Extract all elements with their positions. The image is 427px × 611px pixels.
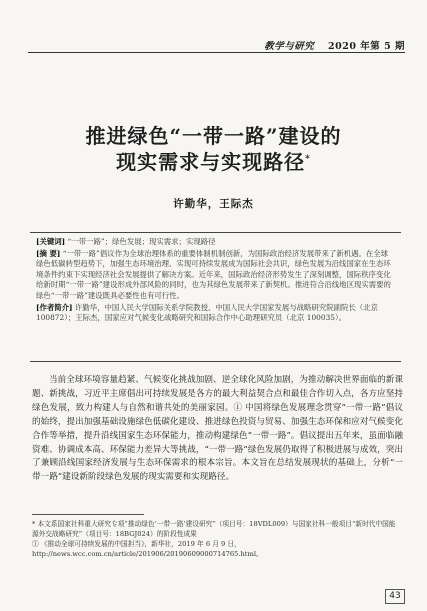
author-bio-text: 许勤华，中国人民大学国际关系学院教授、中国人民大学国家发展与战略研究院副院长（北京 100872）；王际杰，国家应对气候变化战略研究和国际合作中心助理研究员（北京 100035）。 xyxy=(36,302,378,323)
journal-name: 教学与研究 xyxy=(264,41,315,52)
keywords-row xyxy=(36,237,395,248)
footnote-funding: * 本文系国家社科重大研究专项“推动绿色‘一带一路’建设研究”（项目号：18VDL009）与国家社科一般项目“新时代中国能源外交战略研究”（项目号：18BGJ024）的阶段性成果 xyxy=(32,520,396,538)
article-title-line-2 xyxy=(0,146,427,175)
issue-label: 2020 年第 5 期 xyxy=(328,41,405,52)
keywords-label: [关键词] xyxy=(36,237,66,246)
article-title-text: 现实需求与实现路径 xyxy=(116,150,306,174)
keywords-text: “一带一路”；绿色发展；现实需求；实现路径 xyxy=(67,237,216,246)
header-rule xyxy=(28,52,405,53)
page-number: 43 xyxy=(385,589,405,604)
abstract-block xyxy=(30,232,401,362)
body-paragraph: 当前全球环境容量趋紧、气候变化挑战加剧、逆全球化风险加剧，为推动解决世界面临的新课题、新挑战，习近平主席倡出可持续发展是各方的最大利益契合点和最佳合作切入点，各方应坚持绿色发展，致力构建人与自然和谐共处的美丽家园。① 中国将绿色发展理念贯穿“一带一路”倡议的始终，提出加强基础设施绿色低碳化建设、推进绿色投资与贸易、加强生态环保和应对气候变化合作等举措，提升沿线国家生态环保能力，推动构建绿色“一带一路”。倡议提出五年来，虽面临融资难、协调成本高、环保能力差异大等挑战，“一带一路”绿色发展仍取得了积极进展与成效，突出了兼顾沿线国家经济发展与生态环保需求的根本宗旨。本文旨在总结发展现状的基础上，分析“一带一路”建设新阶段绿色发展的现实需要和实现路径。 xyxy=(32,375,403,483)
author-bio-row xyxy=(36,303,395,324)
abstract-text: “一带一路”倡议作为全球治理体系的重要体制机制创新，为国际政治经济发展带来了新机遇。在全球绿色低碳转型趋势下，加强生态环境治理、实现可持续发展成为国际社会共识，绿色发展为沿线国家在生态环境条件约束下实现经济社会发展提供了解决方案。近年来，国际政治经济形势发生了深刻调整，国际秩序变化给新时期“一带一路”建设形成外部风险的同时，也为其绿色发展带来了新契机。推进符合沿线地区现实需要的绿色“一带一路”建设既具必要性也有可行性。 xyxy=(36,248,391,300)
title-footnote-mark: * xyxy=(305,154,311,165)
article-title-line-1: 推进绿色“一带一路”建设的 xyxy=(85,124,342,148)
footnote-reference: ① 《推动全球可持续发展的中国担当》，新华社，2019 年 6 月 9 日，http://news.wcc.com.cn/article/201906/20190609000714765.html。 xyxy=(32,540,263,558)
footnote-rule xyxy=(32,514,144,515)
abstract-label: [摘 要] xyxy=(36,248,61,258)
abstract-row xyxy=(36,249,395,302)
running-header xyxy=(264,38,405,52)
article-authors: 许勤华，王际杰 xyxy=(173,198,254,210)
author-bio-label: [作者简介] xyxy=(36,302,73,312)
footnotes xyxy=(32,519,399,559)
